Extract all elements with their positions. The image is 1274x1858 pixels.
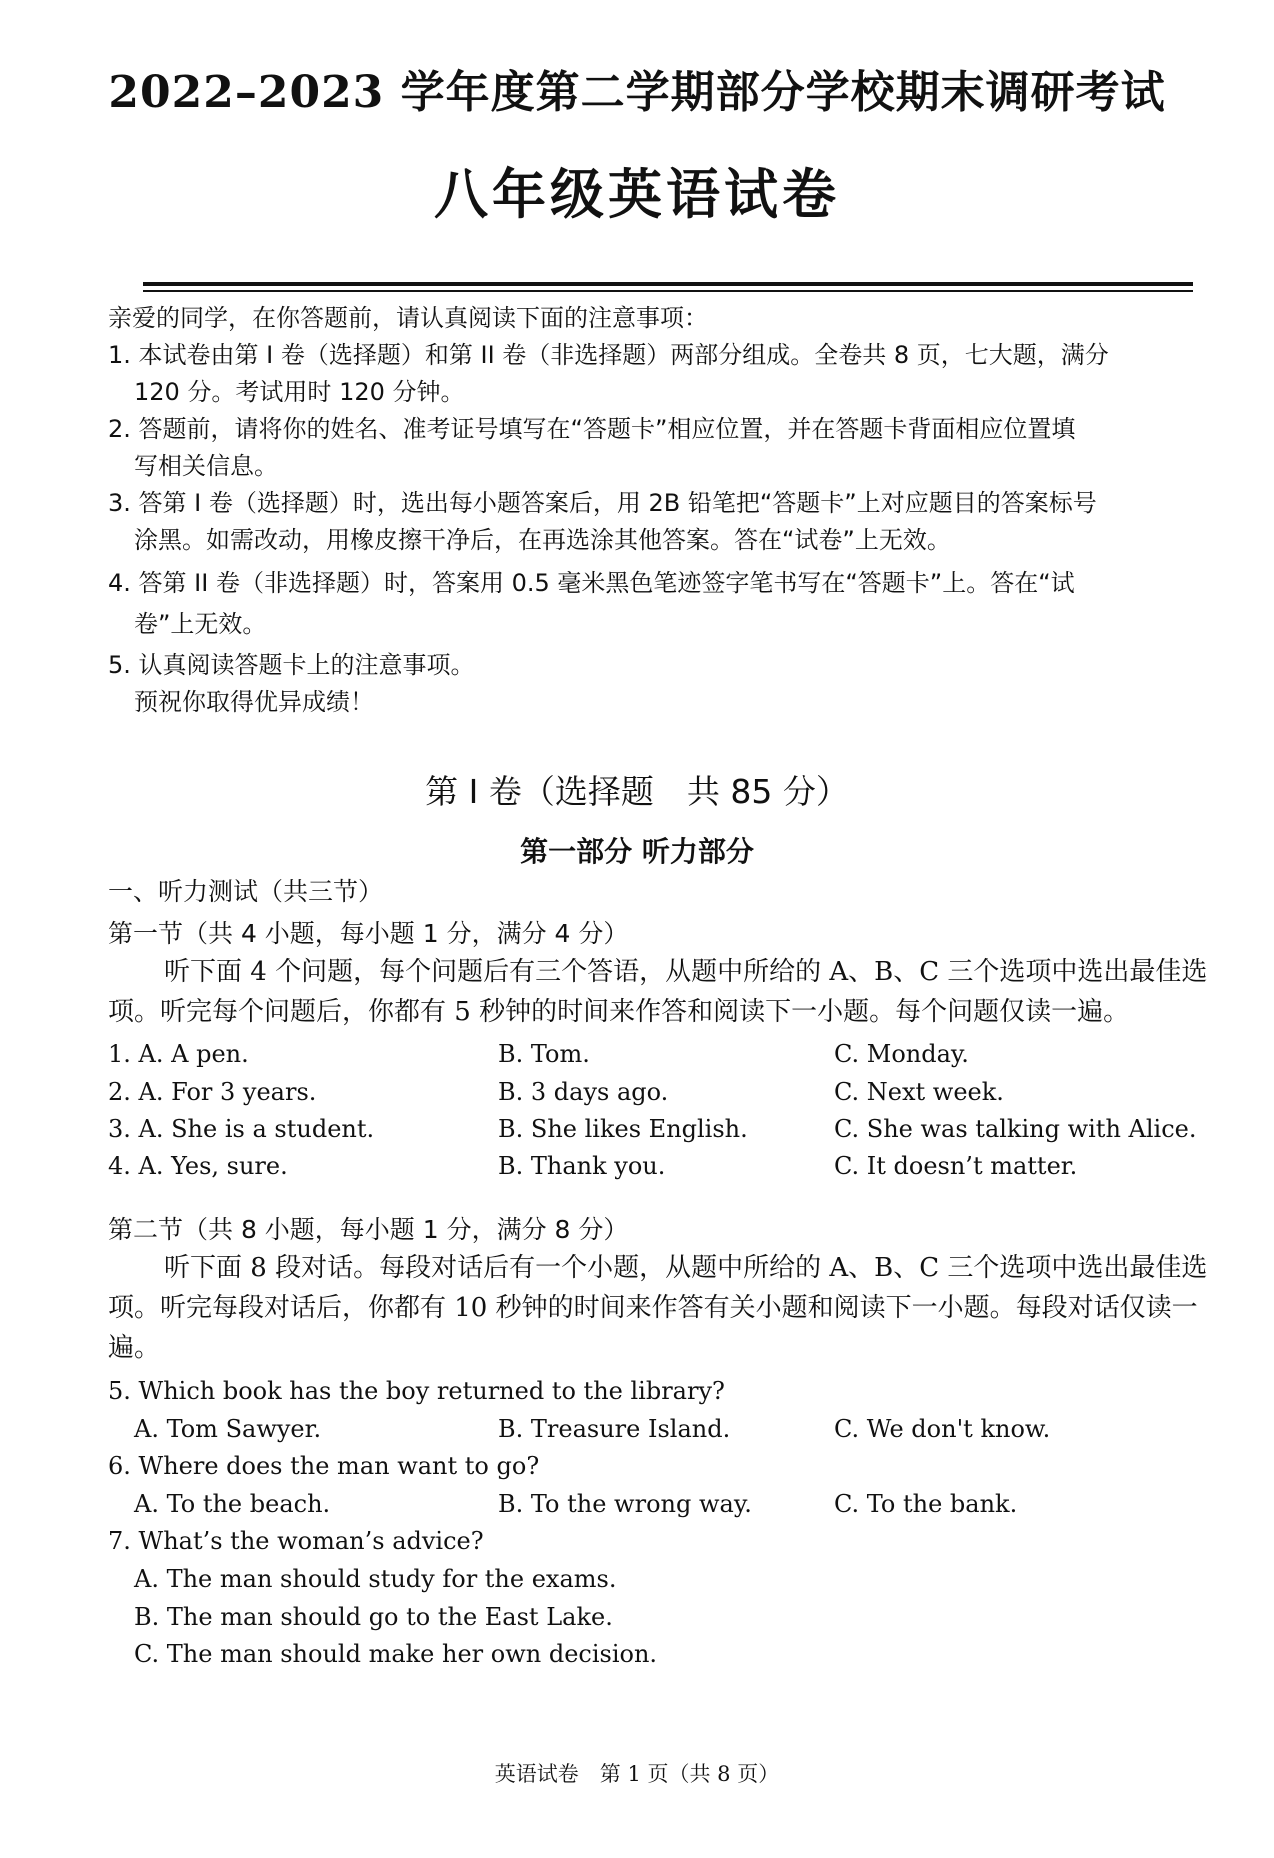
q3-option-c: C. She was talking with Alice.	[834, 1115, 1197, 1143]
notice-item-4-cont: 卷”上无效。	[134, 610, 267, 638]
q5-option-c: C. We don't know.	[834, 1415, 1051, 1443]
part-one-heading: 第 I 卷（选择题 共 85 分）	[425, 772, 849, 811]
page-footer: 英语试卷 第 1 页（共 8 页）	[494, 1762, 780, 1786]
notice-item-3-cont: 涂黑。如需改动，用橡皮擦干净后，在再选涂其他答案。答在“试卷”上无效。	[134, 526, 951, 554]
question-row-2	[108, 1078, 1238, 1116]
q5-options	[134, 1415, 1238, 1453]
q1-option-b: B. Tom.	[498, 1040, 590, 1068]
section1-instructions: 听下面 4 个问题，每个问题后有三个答语，从题中所给的 A、B、C 三个选项中选出最佳选项。听完每个问题后，你都有 5 秒钟的时间来作答和阅读下一小题。每个问题仅读一遍。	[108, 957, 1208, 1027]
notice-item-2: 2. 答题前，请将你的姓名、准考证号填写在“答题卡”相应位置，并在答题卡背面相应位置填	[108, 415, 1076, 443]
q6-option-a: A. To the beach.	[134, 1490, 331, 1518]
q7-option-c: C. The man should make her own decision.	[134, 1640, 658, 1668]
q5-option-b: B. Treasure Island.	[498, 1415, 731, 1443]
question-row-4	[108, 1152, 1238, 1190]
exam-title: 2022–2023 学年度第二学期部分学校期末调研考试	[108, 67, 1166, 118]
listening-heading: 第一部分 听力部分	[520, 835, 754, 868]
q4-option-c: C. It doesn’t matter.	[834, 1152, 1078, 1180]
q1-option-c: C. Monday.	[834, 1040, 969, 1068]
listening-section-label: 一、听力测试（共三节）	[108, 877, 384, 906]
notice-wish: 预祝你取得优异成绩！	[134, 688, 374, 716]
q2-option-a: 2. A. For 3 years.	[108, 1078, 317, 1106]
notice-intro: 亲爱的同学，在你答题前，请认真阅读下面的注意事项：	[108, 304, 708, 332]
question-row-1	[108, 1040, 1238, 1078]
q3-option-b: B. She likes English.	[498, 1115, 748, 1143]
notice-item-5: 5. 认真阅读答题卡上的注意事项。	[108, 651, 475, 679]
q5-option-a: A. Tom Sawyer.	[134, 1415, 322, 1443]
q6-option-c: C. To the bank.	[834, 1490, 1018, 1518]
q5-stem: 5. Which book has the boy returned to the library?	[108, 1377, 725, 1405]
q6-stem: 6. Where does the man want to go?	[108, 1452, 540, 1480]
header-rule-thin	[143, 290, 1193, 292]
notice-block	[108, 300, 1238, 721]
q7-stem: 7. What’s the woman’s advice?	[108, 1527, 484, 1555]
q4-option-b: B. Thank you.	[498, 1152, 666, 1180]
section1-heading: 第一节（共 4 小题，每小题 1 分，满分 4 分）	[108, 919, 629, 948]
q7-option-b: B. The man should go to the East Lake.	[134, 1603, 613, 1631]
q4-option-a: 4. A. Yes, sure.	[108, 1152, 288, 1180]
exam-subtitle: 八年级英语试卷	[434, 162, 840, 226]
q6-option-b: B. To the wrong way.	[498, 1490, 752, 1518]
question-row-3	[108, 1115, 1238, 1153]
notice-item-1-cont: 120 分。考试用时 120 分钟。	[134, 378, 465, 406]
notice-item-2-cont: 写相关信息。	[134, 452, 278, 480]
notice-item-4: 4. 答第 II 卷（非选择题）时，答案用 0.5 毫米黑色笔迹签字笔书写在“答题卡”上。答在“试	[108, 569, 1075, 597]
header-rule-thick	[143, 282, 1193, 286]
q2-option-c: C. Next week.	[834, 1078, 1004, 1106]
notice-item-3: 3. 答第 I 卷（选择题）时，选出每小题答案后，用 2B 铅笔把“答题卡”上对应题目的答案标号	[108, 489, 1097, 517]
q6-options	[134, 1490, 1238, 1528]
section2-heading: 第二节（共 8 小题，每小题 1 分，满分 8 分）	[108, 1215, 629, 1244]
q7-option-a: A. The man should study for the exams.	[134, 1565, 617, 1593]
notice-item-1: 1. 本试卷由第 I 卷（选择题）和第 II 卷（非选择题）两部分组成。全卷共 8 页，七大题，满分	[108, 341, 1109, 369]
section2-instructions: 听下面 8 段对话。每段对话后有一个小题，从题中所给的 A、B、C 三个选项中选出最佳选项。听完每段对话后，你都有 10 秒钟的时间来作答有关小题和阅读下一小题。每段对话仅读一遍。	[108, 1253, 1208, 1363]
q1-option-a: 1. A. A pen.	[108, 1040, 249, 1068]
q3-option-a: 3. A. She is a student.	[108, 1115, 375, 1143]
q2-option-b: B. 3 days ago.	[498, 1078, 669, 1106]
